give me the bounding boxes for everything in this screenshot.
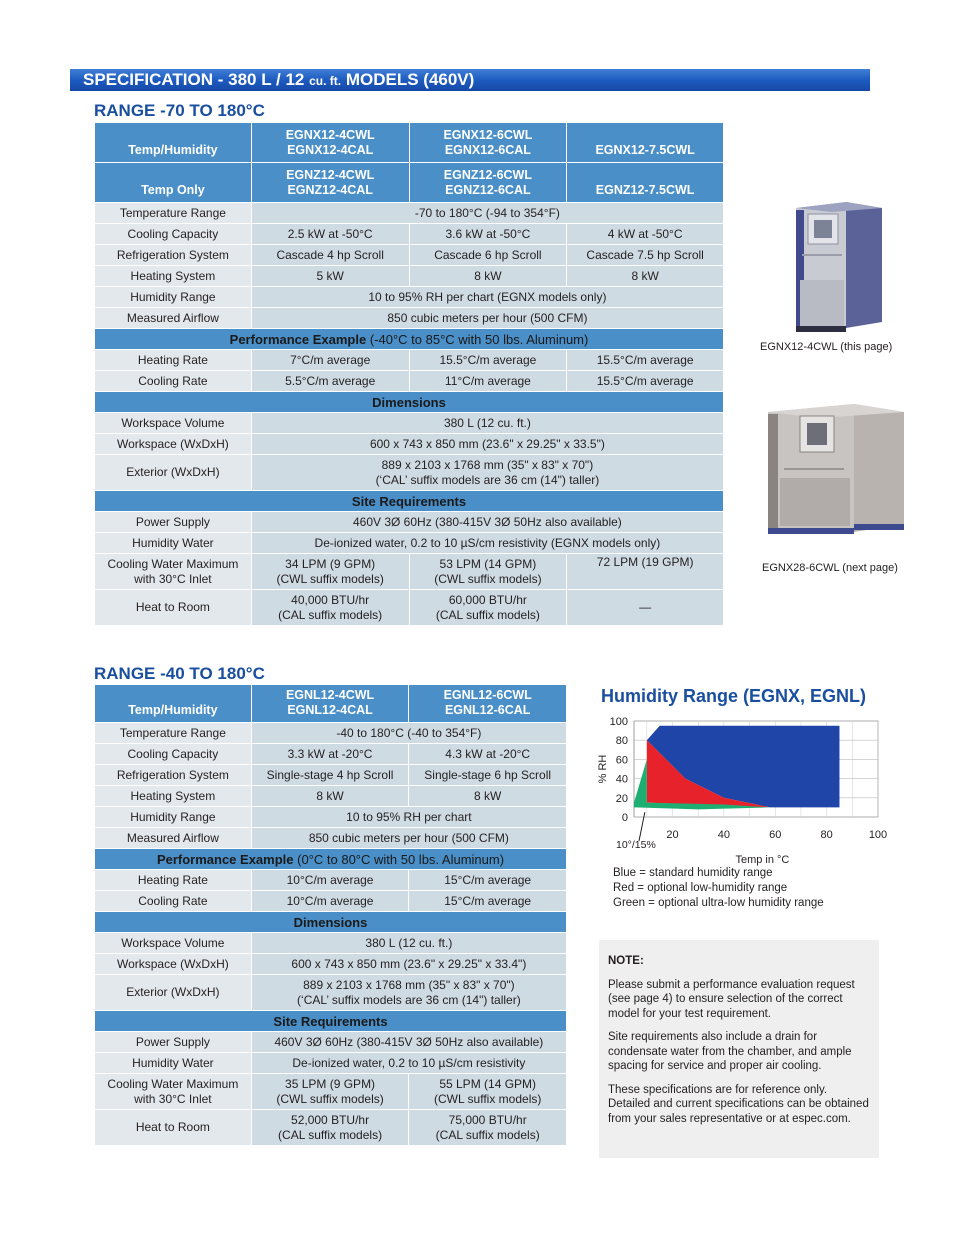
row-value: 15.5°C/m average [567, 371, 724, 392]
row-label: Temperature Range [95, 723, 252, 744]
row-value: 8 kW [251, 786, 409, 807]
row-label: Heating Rate [95, 350, 252, 371]
row-label: Cooling Water Maximum with 30°C Inlet [95, 554, 252, 590]
table-header-row [95, 685, 567, 723]
table-row [95, 245, 724, 266]
row-label: Workspace (WxDxH) [95, 954, 252, 975]
row-value: 4 kW at -50°C [567, 224, 724, 245]
row-label: Cooling Water Maximum with 30°C Inlet [95, 1074, 252, 1110]
x-tick-label: 100 [868, 829, 888, 841]
table-row [95, 786, 567, 807]
legend-entry-blue: Blue = standard humidity range [613, 867, 773, 879]
row-value: 8 kW [409, 266, 567, 287]
row-value: 3.3 kW at -20°C [251, 744, 409, 765]
row-value: 4.3 kW at -20°C [409, 744, 567, 765]
x-tick-label: 60 [769, 829, 782, 841]
range2-title: RANGE -40 TO 180°C [94, 664, 265, 683]
header-model: EGNZ12-4CWL EGNZ12-4CAL [251, 163, 409, 203]
row-value: 600 x 743 x 850 mm (23.6" x 29.25" x 33.4") [251, 954, 566, 975]
header-model: EGNX12-7.5CWL [567, 123, 724, 163]
row-value: -40 to 180°C (-40 to 354°F) [251, 723, 566, 744]
table-row [95, 1110, 567, 1146]
row-label: Measured Airflow [95, 308, 252, 329]
table-row [95, 891, 567, 912]
row-label: Heating Rate [95, 870, 252, 891]
note-paragraph: These specifications are for reference only. Detailed and current specifications can be obtained from your sales representative or at espec.com. [608, 1083, 869, 1125]
row-label: Heat to Room [95, 1110, 252, 1146]
header-model: EGNZ12-7.5CWL [567, 163, 724, 203]
row-label: Measured Airflow [95, 828, 252, 849]
row-value: 15.5°C/m average [567, 350, 724, 371]
row-label: Refrigeration System [95, 245, 252, 266]
row-value: 60,000 BTU/hr (CAL suffix models) [409, 590, 567, 626]
section-row [95, 1011, 567, 1032]
row-value: 2.5 kW at -50°C [251, 224, 409, 245]
y-tick-label: 100 [609, 716, 628, 728]
row-value: 460V 3Ø 60Hz (380-415V 3Ø 50Hz also available) [251, 512, 723, 533]
row-value: 10 to 95% RH per chart [251, 807, 566, 828]
legend-entry-red: Red = optional low-humidity range [613, 882, 788, 894]
row-label: Exterior (WxDxH) [95, 975, 252, 1011]
table-row [95, 1053, 567, 1074]
table-header-row [95, 163, 724, 203]
x-tick-label: 80 [820, 829, 833, 841]
table-row [95, 554, 724, 590]
row-label: Cooling Rate [95, 371, 252, 392]
section-row [95, 329, 724, 350]
section-heading: Performance Example (-40°C to 85°C with 50 lbs. Aluminum) [95, 329, 724, 350]
row-value: 889 x 2103 x 1768 mm (35" x 83" x 70") (‘CAL’ suffix models are 36 cm (14") taller) [251, 455, 723, 491]
row-value: 11°C/m average [409, 371, 567, 392]
section-heading: Site Requirements [95, 491, 724, 512]
x-axis-label: Temp in °C [735, 854, 790, 866]
table-row [95, 455, 724, 491]
x-tick-label: 40 [717, 829, 731, 841]
row-value: 8 kW [567, 266, 724, 287]
header-label: Temp Only [95, 163, 252, 203]
row-value: 72 LPM (19 GPM) [567, 554, 724, 590]
y-tick-label: 20 [615, 792, 628, 805]
section-heading: Dimensions [95, 392, 724, 413]
row-value: De-ionized water, 0.2 to 10 µS/cm resistivity (EGNX models only) [251, 533, 723, 554]
row-value: 55 LPM (14 GPM) (CWL suffix models) [409, 1074, 567, 1110]
row-value: 15.5°C/m average [409, 350, 567, 371]
table-row [95, 413, 724, 434]
table-row [95, 723, 567, 744]
table-row [95, 371, 724, 392]
y-tick-label: 40 [615, 773, 628, 786]
photo-caption: EGNX12-4CWL (this page) [760, 341, 893, 353]
chart-title: Humidity Range (EGNX, EGNL) [601, 686, 867, 706]
row-label: Cooling Rate [95, 891, 252, 912]
banner-text: SPECIFICATION - 380 L / 12 [83, 70, 310, 89]
range1-spec-table [94, 122, 724, 626]
row-label: Humidity Range [95, 287, 252, 308]
row-value: 35 LPM (9 GPM) (CWL suffix models) [251, 1074, 409, 1110]
table-row [95, 1074, 567, 1110]
row-label: Refrigeration System [95, 765, 252, 786]
banner-text-end: MODELS (460V) [341, 70, 475, 89]
row-value: 889 x 2103 x 1768 mm (35" x 83" x 70") (‘CAL’ suffix models are 36 cm (14") taller) [251, 975, 566, 1011]
y-tick-label: 60 [615, 754, 628, 767]
row-label: Power Supply [95, 1032, 252, 1053]
row-value: 75,000 BTU/hr (CAL suffix models) [409, 1110, 567, 1146]
row-label: Workspace Volume [95, 413, 252, 434]
row-value: 380 L (12 cu. ft.) [251, 933, 566, 954]
table-row [95, 203, 724, 224]
row-label: Humidity Range [95, 807, 252, 828]
note-title: NOTE: [608, 955, 644, 967]
header-model: EGNX12-4CWL EGNX12-4CAL [251, 123, 409, 163]
table-row [95, 828, 567, 849]
row-value: 380 L (12 cu. ft.) [251, 413, 723, 434]
y-tick-label: 0 [621, 812, 628, 824]
table-row [95, 975, 567, 1011]
row-value: Cascade 4 hp Scroll [251, 245, 409, 266]
row-value: Cascade 6 hp Scroll [409, 245, 567, 266]
table-row [95, 744, 567, 765]
row-label: Power Supply [95, 512, 252, 533]
header-model: EGNX12-6CWL EGNX12-6CAL [409, 123, 567, 163]
row-value: 600 x 743 x 850 mm (23.6" x 29.25" x 33.5") [251, 434, 723, 455]
row-label: Workspace Volume [95, 933, 252, 954]
table-row [95, 954, 567, 975]
table-row [95, 308, 724, 329]
row-value: Single-stage 4 hp Scroll [251, 765, 409, 786]
photo-caption: EGNX28-6CWL (next page) [762, 562, 898, 574]
section-row [95, 491, 724, 512]
row-value: 8 kW [409, 786, 567, 807]
table-row [95, 807, 567, 828]
row-value: — [567, 590, 724, 626]
row-value: 15°C/m average [409, 891, 567, 912]
table-row [95, 350, 724, 371]
row-label: Humidity Water [95, 533, 252, 554]
row-value: 52,000 BTU/hr (CAL suffix models) [251, 1110, 409, 1146]
note-paragraph: Please submit a performance evaluation request (see page 4) to ensure selection of the correct model for your test requirement. [608, 978, 855, 1020]
row-value: 15°C/m average [409, 870, 567, 891]
table-row [95, 933, 567, 954]
row-label: Cooling Capacity [95, 224, 252, 245]
section-heading: Site Requirements [95, 1011, 567, 1032]
table-row [95, 533, 724, 554]
row-value: Cascade 7.5 hp Scroll [567, 245, 724, 266]
row-value: 850 cubic meters per hour (500 CFM) [251, 828, 566, 849]
table-row [95, 287, 724, 308]
corner-annotation: 10°/15% [616, 839, 656, 851]
row-label: Heat to Room [95, 590, 252, 626]
table-header-row [95, 123, 724, 163]
header-label: Temp/Humidity [95, 685, 252, 723]
note-box [599, 940, 879, 1158]
row-value: -70 to 180°C (-94 to 354°F) [251, 203, 723, 224]
row-value: 5.5°C/m average [251, 371, 409, 392]
row-value: 10°C/m average [251, 891, 409, 912]
page-banner [70, 69, 870, 91]
row-label: Heating System [95, 786, 252, 807]
table-row [95, 1032, 567, 1053]
header-model: EGNL12-4CWL EGNL12-4CAL [251, 685, 409, 723]
chamber-photo-egnx12 [790, 198, 886, 336]
table-row [95, 870, 567, 891]
table-row [95, 590, 724, 626]
row-label: Heating System [95, 266, 252, 287]
row-label: Workspace (WxDxH) [95, 434, 252, 455]
table-row [95, 224, 724, 245]
section-row [95, 849, 567, 870]
header-model: EGNL12-6CWL EGNL12-6CAL [409, 685, 567, 723]
header-model: EGNZ12-6CWL EGNZ12-6CAL [409, 163, 567, 203]
header-label: Temp/Humidity [95, 123, 252, 163]
x-tick-label: 20 [666, 829, 679, 841]
y-tick-label: 80 [615, 735, 628, 748]
section-heading: Performance Example (0°C to 80°C with 50 lbs. Aluminum) [95, 849, 567, 870]
legend-entry-green: Green = optional ultra-low humidity range [613, 897, 824, 909]
row-value: 850 cubic meters per hour (500 CFM) [251, 308, 723, 329]
note-paragraph: Site requirements also include a drain for condensate water from the chamber, and ample spacing for service and proper air cooling. [608, 1031, 852, 1072]
table-row [95, 266, 724, 287]
row-value: 5 kW [251, 266, 409, 287]
section-row [95, 392, 724, 413]
section-heading: Dimensions [95, 912, 567, 933]
row-value: 10 to 95% RH per chart (EGNX models only) [251, 287, 723, 308]
section-row [95, 912, 567, 933]
row-value: 460V 3Ø 60Hz (380-415V 3Ø 50Hz also available) [251, 1032, 566, 1053]
row-value: 7°C/m average [251, 350, 409, 371]
table-row [95, 434, 724, 455]
range1-title: RANGE -70 TO 180°C [94, 101, 265, 120]
row-value: De-ionized water, 0.2 to 10 µS/cm resistivity [251, 1053, 566, 1074]
row-value: 53 LPM (14 GPM) (CWL suffix models) [409, 554, 567, 590]
humidity-range-chart [590, 710, 890, 870]
range2-spec-table [94, 684, 567, 1146]
banner-unit: cu. ft. [309, 74, 342, 88]
table-row [95, 512, 724, 533]
row-label: Humidity Water [95, 1053, 252, 1074]
table-row [95, 765, 567, 786]
row-value: 10°C/m average [251, 870, 409, 891]
y-axis-label: % RH [597, 754, 609, 784]
chamber-photo-egnx28 [764, 398, 908, 536]
row-value: 40,000 BTU/hr (CAL suffix models) [251, 590, 409, 626]
row-label: Exterior (WxDxH) [95, 455, 252, 491]
row-value: Single-stage 6 hp Scroll [409, 765, 567, 786]
row-label: Temperature Range [95, 203, 252, 224]
row-value: 3.6 kW at -50°C [409, 224, 567, 245]
row-value: 34 LPM (9 GPM) (CWL suffix models) [251, 554, 409, 590]
row-label: Cooling Capacity [95, 744, 252, 765]
